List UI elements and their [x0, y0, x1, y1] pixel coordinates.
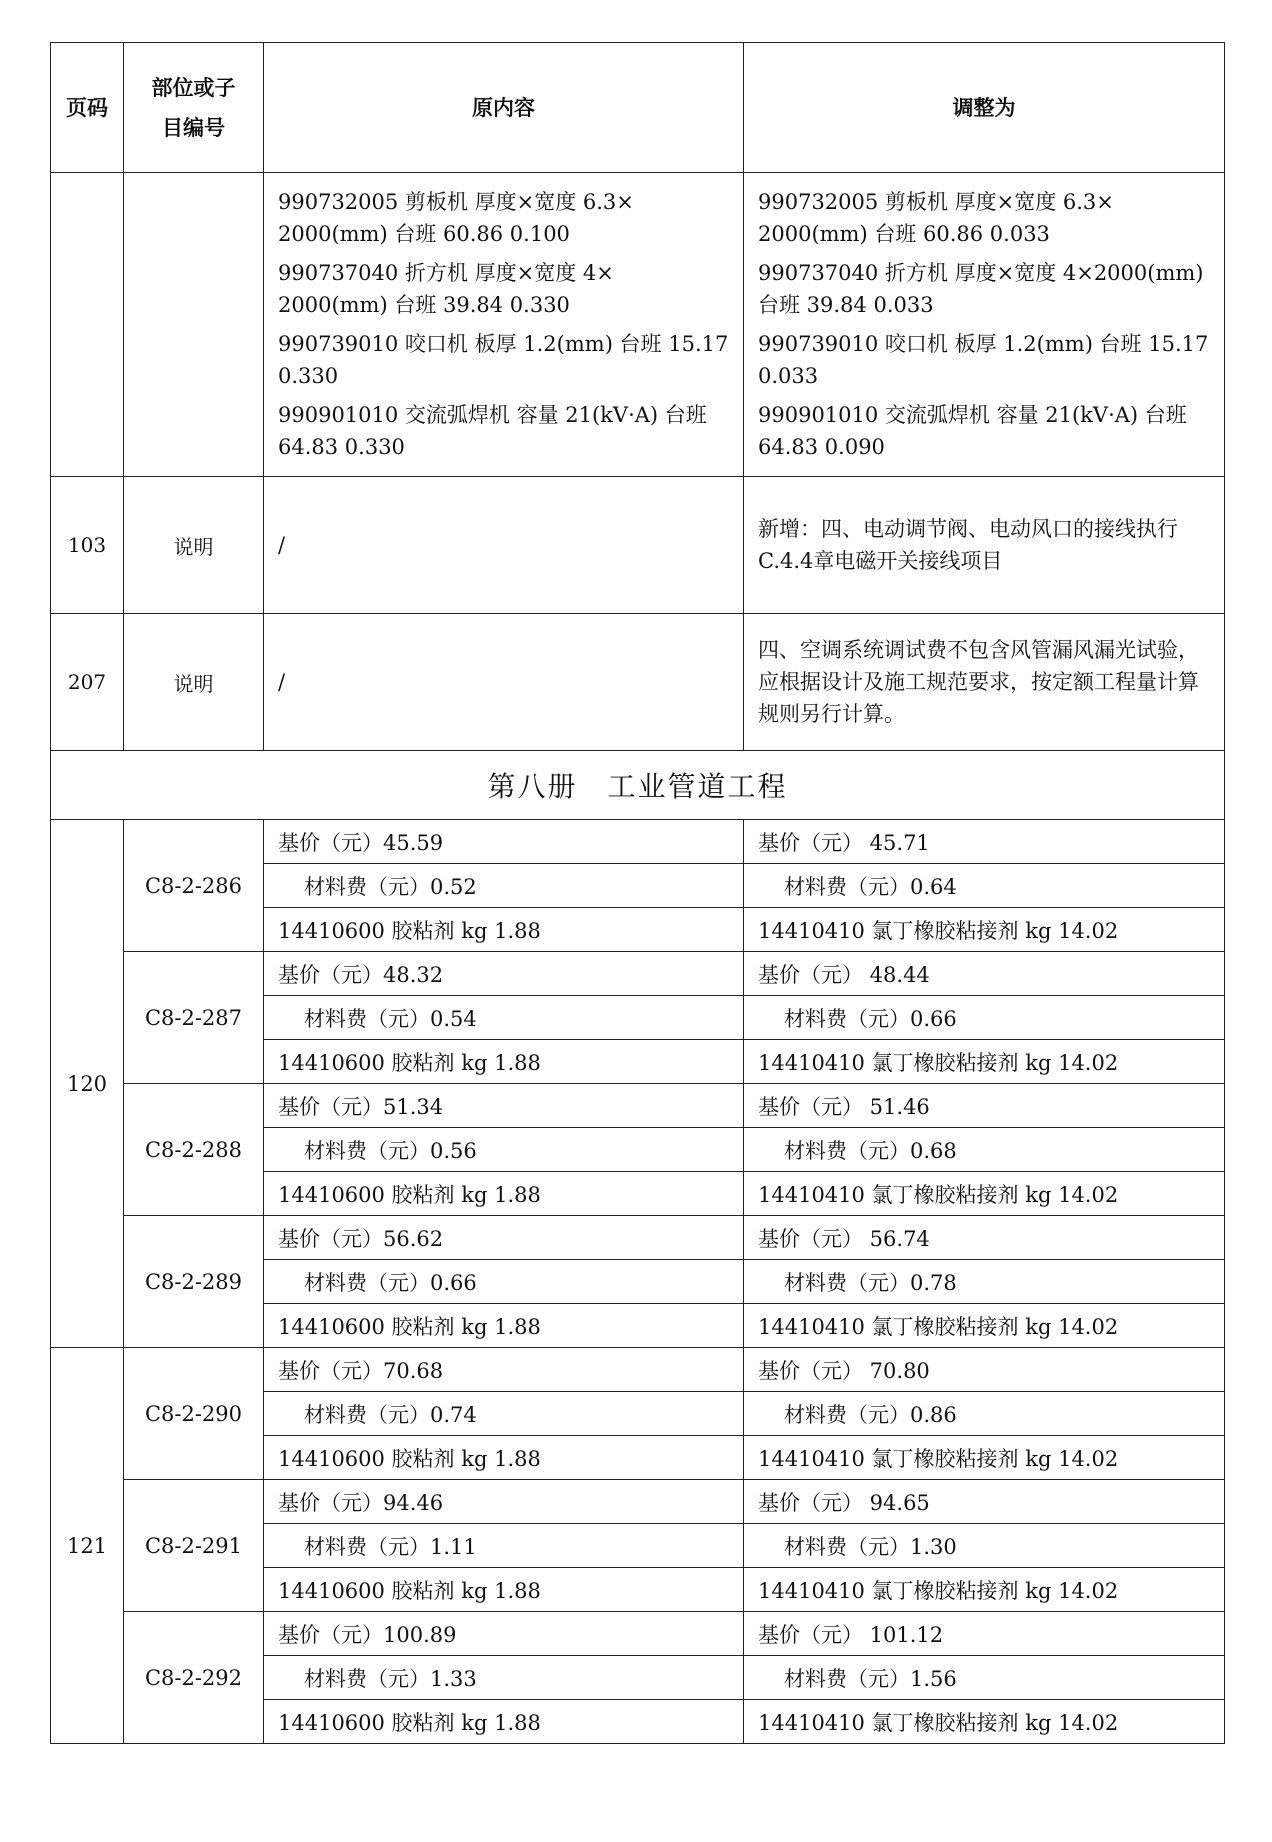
- adjusted-value: 14410410 氯丁橡胶粘接剂 kg 14.02: [744, 1304, 1225, 1348]
- original-value: 基价（元）48.32: [264, 952, 744, 996]
- part-label: 说明: [124, 614, 264, 751]
- original-value: 14410600 胶粘剂 kg 1.88: [264, 1040, 744, 1084]
- adjusted-value: 材料费（元）0.78: [744, 1260, 1225, 1304]
- original-value: 材料费（元）0.66: [264, 1260, 744, 1304]
- adjusted-value: 14410410 氯丁橡胶粘接剂 kg 14.02: [744, 1700, 1225, 1744]
- original-value: 材料费（元）0.52: [264, 864, 744, 908]
- original-value: 14410600 胶粘剂 kg 1.88: [264, 1436, 744, 1480]
- header-row: [51, 43, 1225, 173]
- machine-orig-2: 990737040 折方机 厚度×宽度 4× 2000(mm) 台班 39.84 0.330: [278, 261, 614, 317]
- machine-row: [51, 173, 1225, 477]
- machine-orig-1: 990732005 剪板机 厚度×宽度 6.3× 2000(mm) 台班 60.86 0.100: [278, 190, 634, 246]
- adjusted-value: 14410410 氯丁橡胶粘接剂 kg 14.02: [744, 1436, 1225, 1480]
- adjusted-value: 基价（元） 101.12: [744, 1612, 1225, 1656]
- line-item-row: [51, 1480, 1225, 1524]
- line-item-row: [51, 1348, 1225, 1392]
- item-code: C8-2-290: [124, 1348, 264, 1480]
- page-number: 121: [51, 1348, 124, 1744]
- page-number: 120: [51, 820, 124, 1348]
- item-code: C8-2-292: [124, 1612, 264, 1744]
- page-number: 207: [51, 614, 124, 751]
- adjusted-value: 材料费（元）0.64: [744, 864, 1225, 908]
- line-item-row: [51, 820, 1225, 864]
- header-part: 部位或子目编号: [124, 43, 264, 173]
- adjusted-value: 基价（元） 56.74: [744, 1216, 1225, 1260]
- page-number: 103: [51, 477, 124, 614]
- line-item-row: [51, 952, 1225, 996]
- adjusted-value: 基价（元） 45.71: [744, 820, 1225, 864]
- original-value: 14410600 胶粘剂 kg 1.88: [264, 1172, 744, 1216]
- original-value: 14410600 胶粘剂 kg 1.88: [264, 1304, 744, 1348]
- row-207: [51, 614, 1225, 751]
- original-value: 材料费（元）1.11: [264, 1524, 744, 1568]
- machine-adj-2: 990737040 折方机 厚度×宽度 4×2000(mm) 台班 39.84 0.033: [758, 261, 1204, 317]
- adjusted-value: 材料费（元）0.68: [744, 1128, 1225, 1172]
- section-row: [51, 751, 1225, 820]
- item-code: C8-2-291: [124, 1480, 264, 1612]
- item-code: C8-2-289: [124, 1216, 264, 1348]
- original-value: 基价（元）100.89: [264, 1612, 744, 1656]
- machine-adj-3: 990739010 咬口机 板厚 1.2(mm) 台班 15.17 0.033: [758, 332, 1209, 388]
- original-value: 基价（元）51.34: [264, 1084, 744, 1128]
- adjusted-value: 材料费（元）1.56: [744, 1656, 1225, 1700]
- adjusted-value: 14410410 氯丁橡胶粘接剂 kg 14.02: [744, 1040, 1225, 1084]
- adjusted-value: 14410410 氯丁橡胶粘接剂 kg 14.02: [744, 1172, 1225, 1216]
- machine-original: [264, 173, 744, 477]
- original-value: 14410600 胶粘剂 kg 1.88: [264, 908, 744, 952]
- adjusted-value: 材料费（元）1.30: [744, 1524, 1225, 1568]
- original-value: 基价（元）56.62: [264, 1216, 744, 1260]
- header-adjusted: 调整为: [744, 43, 1225, 173]
- original-value: 基价（元）70.68: [264, 1348, 744, 1392]
- adjusted-value: 基价（元） 48.44: [744, 952, 1225, 996]
- item-code: C8-2-286: [124, 820, 264, 952]
- adjusted-value: 基价（元） 94.65: [744, 1480, 1225, 1524]
- original-value: 14410600 胶粘剂 kg 1.88: [264, 1700, 744, 1744]
- header-page: 页码: [51, 43, 124, 173]
- machine-adj-4: 990901010 交流弧焊机 容量 21(kV·A) 台班 64.83 0.090: [758, 403, 1187, 459]
- part-label: 说明: [124, 477, 264, 614]
- adjusted-value: 材料费（元）0.86: [744, 1392, 1225, 1436]
- line-item-row: [51, 1216, 1225, 1260]
- original-value: 材料费（元）0.56: [264, 1128, 744, 1172]
- machine-page: [51, 173, 124, 477]
- original-value: 14410600 胶粘剂 kg 1.88: [264, 1568, 744, 1612]
- original-value: 材料费（元）0.74: [264, 1392, 744, 1436]
- line-item-row: [51, 1084, 1225, 1128]
- adjusted-content: 四、空调系统调试费不包含风管漏风漏光试验，应根据设计及施工规范要求，按定额工程量计算规则另行计算。: [744, 614, 1225, 751]
- machine-orig-4: 990901010 交流弧焊机 容量 21(kV·A) 台班 64.83 0.330: [278, 403, 707, 459]
- original-content: /: [264, 477, 744, 614]
- line-item-row: [51, 1612, 1225, 1656]
- adjusted-content: 新增：四、电动调节阀、电动风口的接线执行C.4.4章电磁开关接线项目: [744, 477, 1225, 614]
- adjusted-value: 材料费（元）0.66: [744, 996, 1225, 1040]
- machine-adjusted: [744, 173, 1225, 477]
- adjusted-value: 基价（元） 70.80: [744, 1348, 1225, 1392]
- adjusted-value: 基价（元） 51.46: [744, 1084, 1225, 1128]
- original-value: 材料费（元）1.33: [264, 1656, 744, 1700]
- adjustment-table: [50, 42, 1225, 1744]
- machine-orig-3: 990739010 咬口机 板厚 1.2(mm) 台班 15.17 0.330: [278, 332, 729, 388]
- machine-adj-1: 990732005 剪板机 厚度×宽度 6.3× 2000(mm) 台班 60.86 0.033: [758, 190, 1114, 246]
- original-value: 材料费（元）0.54: [264, 996, 744, 1040]
- adjusted-value: 14410410 氯丁橡胶粘接剂 kg 14.02: [744, 1568, 1225, 1612]
- section-title: 第八册 工业管道工程: [51, 751, 1225, 820]
- document-page: [50, 42, 1224, 1744]
- item-code: C8-2-288: [124, 1084, 264, 1216]
- item-code: C8-2-287: [124, 952, 264, 1084]
- machine-part: [124, 173, 264, 477]
- adjusted-value: 14410410 氯丁橡胶粘接剂 kg 14.02: [744, 908, 1225, 952]
- row-103: [51, 477, 1225, 614]
- original-value: 基价（元）45.59: [264, 820, 744, 864]
- original-content: /: [264, 614, 744, 751]
- original-value: 基价（元）94.46: [264, 1480, 744, 1524]
- header-original: 原内容: [264, 43, 744, 173]
